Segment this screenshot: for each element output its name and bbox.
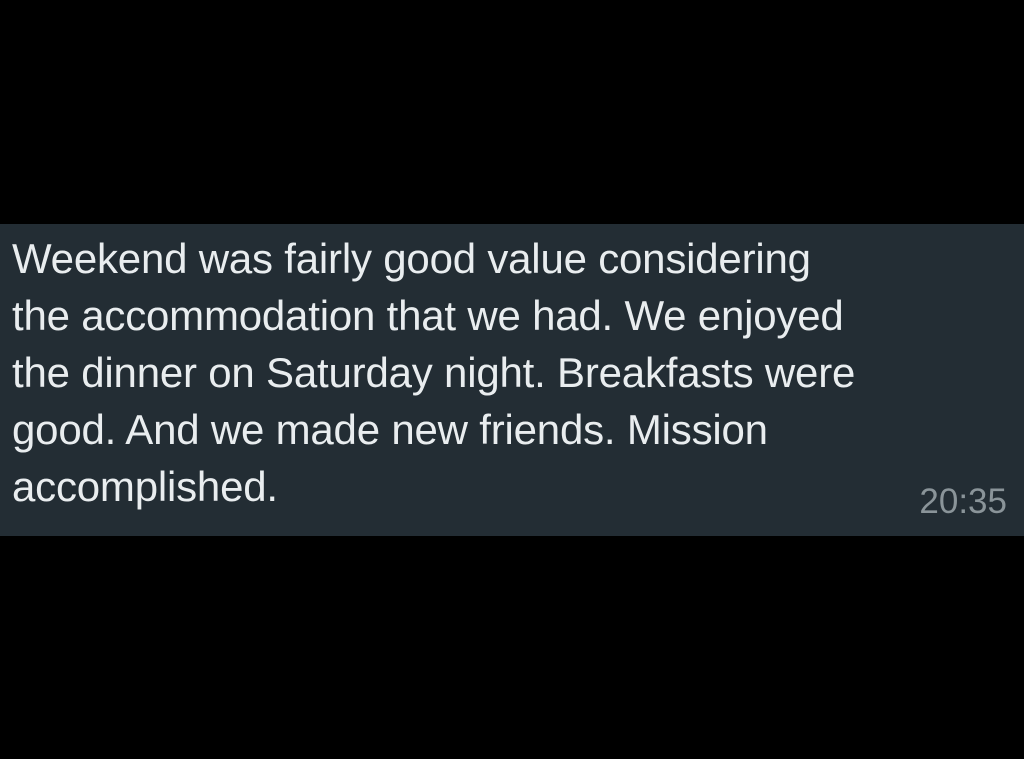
message-bubble[interactable] — [0, 224, 1024, 536]
message-timestamp: 20:35 — [919, 482, 1007, 521]
message-line: accomplished. — [12, 463, 278, 510]
message-line: Weekend was fairly good value considering — [12, 235, 811, 282]
message-line: good. And we made new friends. Mission — [12, 406, 768, 453]
message-line: the accommodation that we had. We enjoyed — [12, 292, 844, 339]
message-text — [12, 230, 972, 515]
message-line: the dinner on Saturday night. Breakfasts were — [12, 349, 856, 396]
